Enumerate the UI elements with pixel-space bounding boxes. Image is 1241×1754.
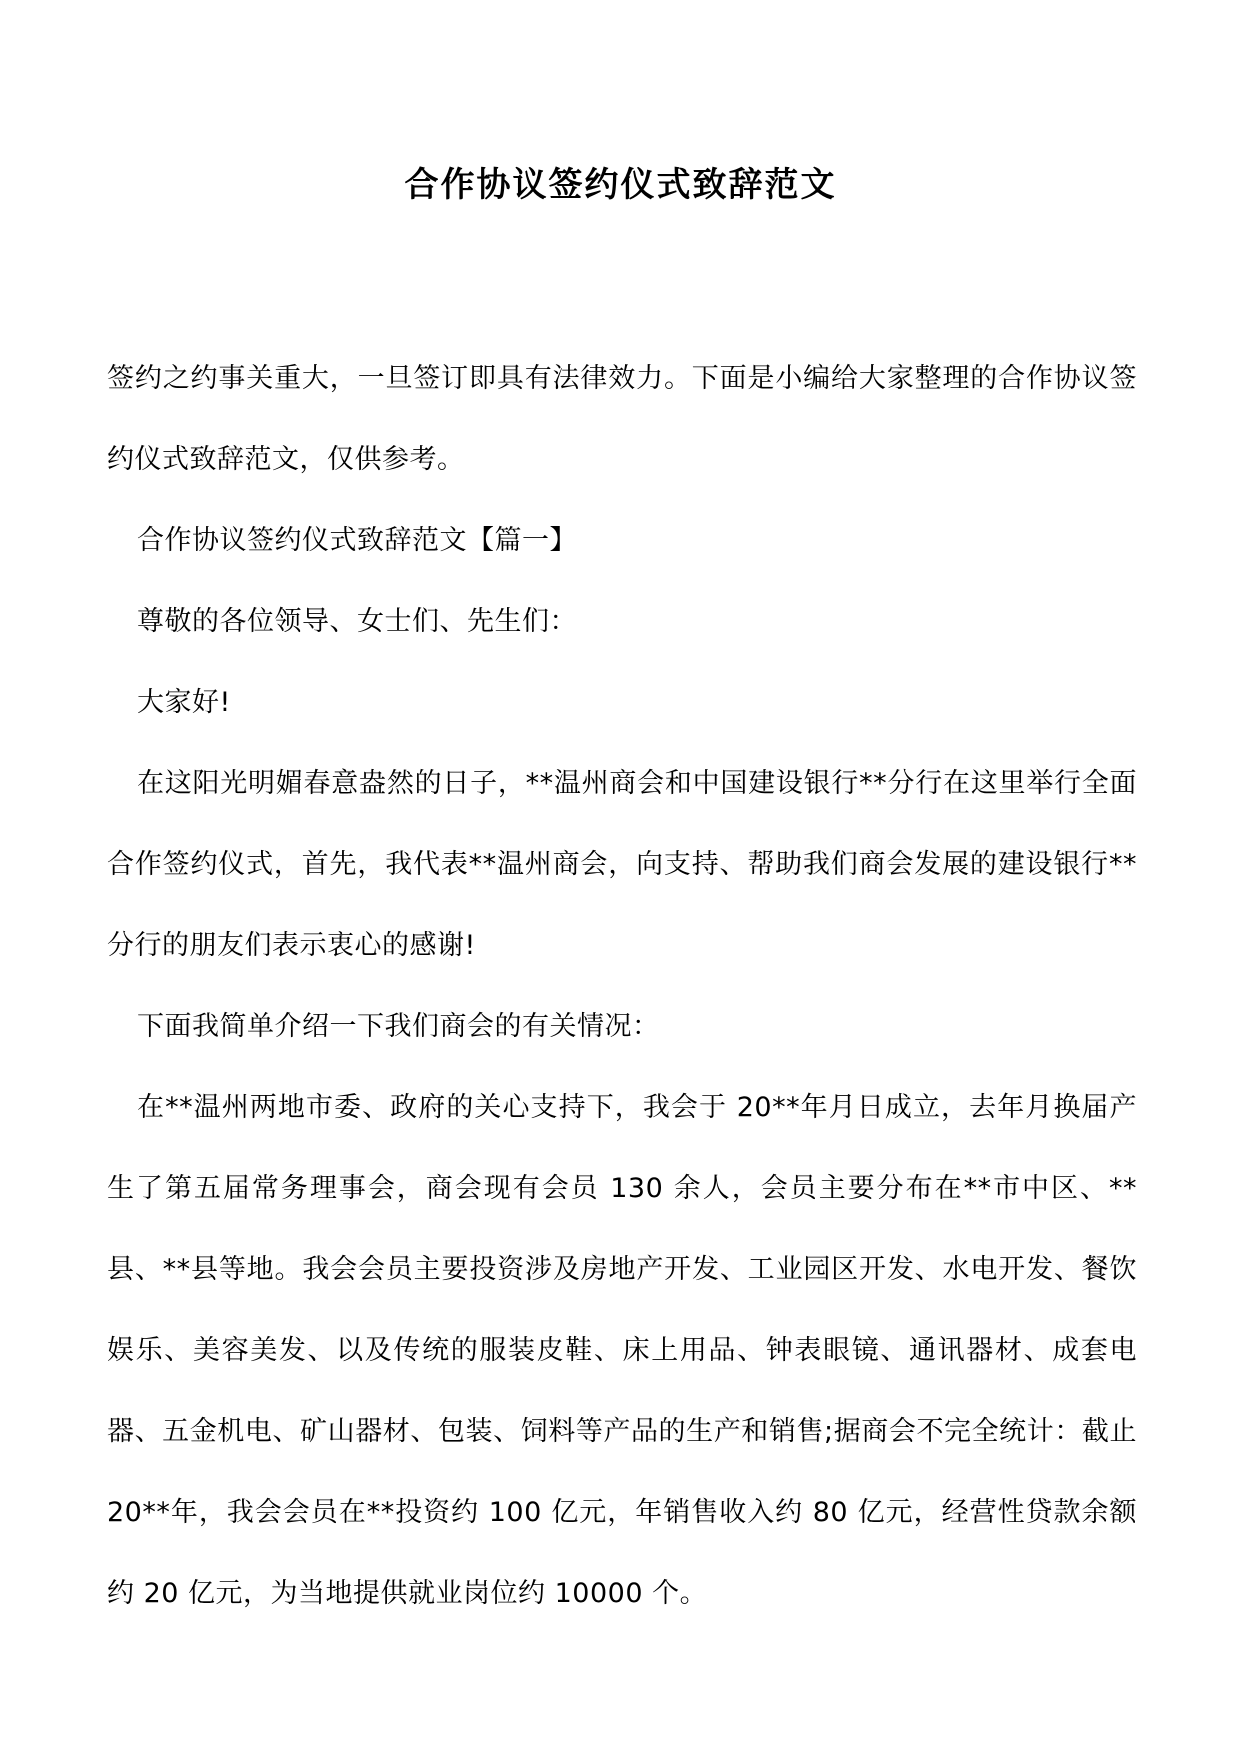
document-title: 合作协议签约仪式致辞范文 [404,165,837,205]
greeting: 大家好! [137,687,231,718]
body-paragraph: 在这阳光明媚春意盎然的日子，**温州商会和中国建设银行**分行在这里举行全面合作签约仪式，首先，我代表**温州商会，向支持、帮助我们商会发展的建设银行**分行的朋友们表示衷心的感谢! [107,768,1137,961]
salutation: 尊敬的各位领导、女士们、先生们： [137,606,577,637]
body-paragraph: 在**温州两地市委、政府的关心支持下，我会于 20**年月日成立，去年月换届产生了第五届常务理事会，商会现有会员 130 余人，会员主要分布在**市中区、**县、**县等地。我会会员主要投资涉及房地产开发、工业园区开发、水电开发、餐饮娱乐、美容美发、以及传统的服装皮鞋、床上用品、钟表眼镜、通讯器材、成套电器、五金机电、矿山器材、包装、饲料等产品的生产和销售;据商会不完全统计：截止 20**年，我会会员在**投资约 100 亿元，年销售收入约 80 亿元，经营性贷款余额约 20 亿元，为当地提供就业岗位约 10000 个。 [107,1092,1137,1609]
body-paragraph: 下面我简单介绍一下我们商会的有关情况： [137,1011,660,1042]
intro-paragraph: 签约之约事关重大，一旦签订即具有法律效力。下面是小编给大家整理的合作协议签约仪式致辞范文，仅供参考。 [107,363,1137,475]
document-body [107,338,1137,1634]
section-heading: 合作协议签约仪式致辞范文【篇一】 [137,525,577,556]
